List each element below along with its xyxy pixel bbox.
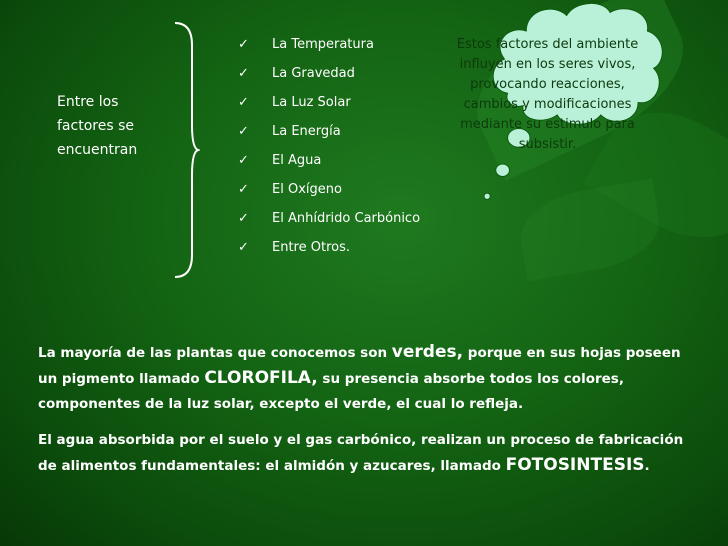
thought-cloud-text: Estos factores del ambiente influyen en los seres vivos, provocando reacciones, cambios y modificaciones mediante su estimulo para subsistir. xyxy=(456,37,639,152)
list-item: ✓ La Temperatura xyxy=(238,30,420,59)
checkmark-icon: ✓ xyxy=(238,124,249,139)
list-item: ✓ La Luz Solar xyxy=(238,88,420,117)
checkmark-icon: ✓ xyxy=(238,95,249,110)
list-item: ✓ El Oxígeno xyxy=(238,175,420,204)
paragraph-fotosintesis: El agua absorbida por el suelo y el gas carbónico, realizan un proceso de fabricación de alimentos fundamentales: el almidón y azucares, llamado FOTOSINTESIS. xyxy=(38,432,684,475)
checkmark-icon: ✓ xyxy=(238,37,249,52)
checkmark-icon: ✓ xyxy=(238,66,249,81)
checkmark-icon: ✓ xyxy=(238,153,249,168)
intro-text: Entre los factores se encuentran xyxy=(57,94,138,158)
checkmark-icon: ✓ xyxy=(238,182,249,197)
list-item: ✓ La Gravedad xyxy=(238,59,420,88)
highlight-fotosintesis: FOTOSINTESIS xyxy=(505,455,645,475)
factors-list xyxy=(238,30,420,262)
highlight-clorofila: CLOROFILA, xyxy=(204,368,318,388)
checkmark-icon: ✓ xyxy=(238,211,249,226)
curly-brace-icon xyxy=(170,20,200,280)
list-item: ✓ La Energía xyxy=(238,117,420,146)
checkmark-icon: ✓ xyxy=(238,240,249,255)
paragraph-clorofila: La mayoría de las plantas que conocemos son verdes, porque en sus hojas poseen un pigmento llamado CLOROFILA, su presencia absorbe todos los colores, componentes de la luz solar, excepto el verde, el cual lo refleja. xyxy=(38,342,681,412)
list-item: ✓ El Agua xyxy=(238,146,420,175)
list-item: ✓ Entre Otros. xyxy=(238,233,420,262)
list-item: ✓ El Anhídrido Carbónico xyxy=(238,204,420,233)
highlight-verdes: verdes, xyxy=(391,342,464,362)
